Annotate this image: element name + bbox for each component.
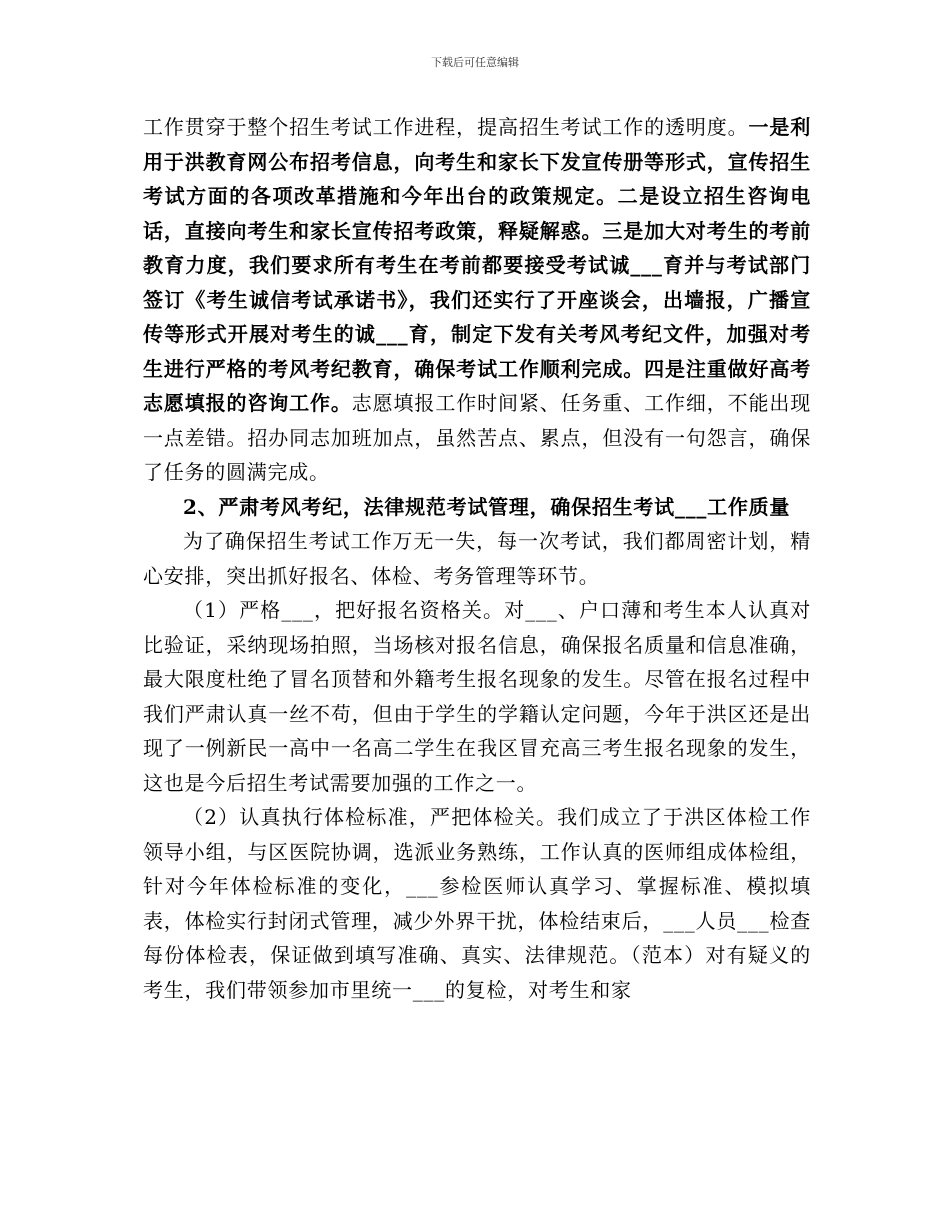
page-header: 下载后可任意编辑 bbox=[431, 56, 519, 69]
paragraph-4: （2）认真执行体检标准，严把体检关。我们成立了于洪区体检工作领导小组，与区医院协调，选派业务熟练，工作认真的医师组成体检组，针对今年体检标准的变化，___参检医师认真学习、掌握标准、模拟填表，体检实行封闭式管理，减少外界干扰，体检结束后，___人员___检查每份体检表，保证做到填写准确、真实、法律规范。（范本）对有疑义的考生，我们带领参加市里统一___的复检，对考生和家 bbox=[143, 805, 811, 1002]
paragraph-1 bbox=[143, 110, 811, 490]
paragraph-2: 为了确保招生考试工作万无一失，每一次考试，我们都周密计划，精心安排，突出抓好报名、体检、考务管理等环节。 bbox=[143, 529, 811, 588]
paragraph-1-bold: 一是利用于洪教育网公布招考信息，向考生和家长下发宣传册等形式，宣传招生考试方面的各项改革措施和今年出台的政策规定。二是设立招生咨询电话，直接向考生和家长宣传招考政策，释疑解惑。三是加大对考生的考前教育力度，我们要求所有考生在考前都要接受考试诚___育并与考试部门签订《考生诚信考试承诺书》，我们还实行了开座谈会，出墙报，广播宣传等形式开展对考生的诚___育，制定下发有关考风考纪文件，加强对考生进行严格的考风考纪教育，确保考试工作顺利完成。四是注重做好高考志愿填报的咨询工作。 bbox=[143, 115, 812, 415]
paragraph-3: （1）严格___，把好报名资格关。对___、户口薄和考生本人认真对比验证，采纳现场拍照，当场核对报名信息，确保报名质量和信息准确，最大限度杜绝了冒名顶替和外籍考生报名现象的发生。尽管在报名过程中我们严肃认真一丝不苟，但由于学生的学籍认定问题，今年于洪区还是出现了一例新民一高中一名高二学生在我区冒充高三考生报名现象的发生，这也是今后招生考试需要加强的工作之一。 bbox=[143, 598, 811, 795]
document-body bbox=[143, 110, 811, 1007]
paragraph-1-normal-start: 工作贯穿于整个招生考试工作进程，提高招生考试工作的透明度。 bbox=[143, 115, 749, 139]
section-heading-2: 2、严肃考风考纪，法律规范考试管理，确保招生考试___工作质量 bbox=[183, 494, 791, 519]
paragraph-1-normal-end: 志愿填报工作时间紧、任务重、工作细，不能出现一点差错。招办同志加班加点，虽然苦点、累点，但没有一句怨言，确保了任务的圆满完成。 bbox=[143, 391, 812, 484]
